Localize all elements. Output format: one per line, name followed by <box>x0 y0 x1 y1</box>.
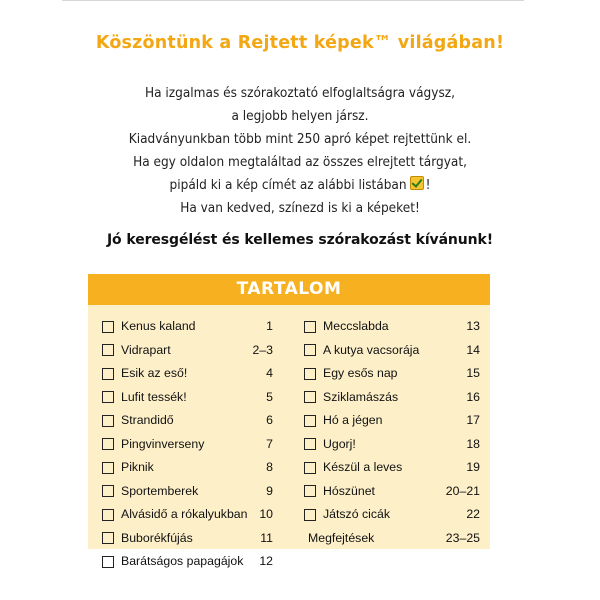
intro-line-suffix: ! <box>425 177 431 193</box>
toc-entry-title: Hószünet <box>323 483 375 498</box>
toc-entry <box>304 315 480 339</box>
toc-entry-page: 19 <box>466 460 480 474</box>
toc-checkbox[interactable] <box>102 321 114 333</box>
toc-entry <box>304 503 480 527</box>
toc-entry-title: Strandidő <box>121 413 174 427</box>
toc-entry-title: Meccslabda <box>323 319 389 333</box>
intro-line: pipáld ki a kép címét az alábbi listában <box>169 177 407 193</box>
toc-entry <box>102 362 273 386</box>
closing-wish: Jó keresgélést és kellemes szórakozást kívánunk! <box>106 232 494 248</box>
toc-checkbox[interactable] <box>102 438 114 450</box>
toc-entry-title: Esik az eső! <box>121 366 188 380</box>
toc-checkbox[interactable] <box>304 462 316 474</box>
toc-entry <box>304 480 480 504</box>
toc-checkbox[interactable] <box>102 509 114 521</box>
toc-entry <box>304 456 480 480</box>
toc-entry-title: Megfejtések <box>308 530 375 545</box>
intro-line: Kiadványunkban több mint 250 apró képet rejtettünk el. <box>128 131 472 147</box>
toc-entry-title: Készül a leves <box>323 460 403 474</box>
toc-checkbox[interactable] <box>304 415 316 427</box>
toc-entry-title: Pingvinverseny <box>121 436 205 451</box>
toc-checkbox[interactable] <box>102 532 114 544</box>
toc-checkbox[interactable] <box>102 415 114 427</box>
toc-checkbox[interactable] <box>102 485 114 497</box>
top-divider <box>62 0 524 1</box>
intro-line-with-check <box>0 174 600 197</box>
toc-entry-page: 20–21 <box>445 483 480 498</box>
toc-right-column <box>304 315 480 550</box>
toc-entry <box>304 433 480 457</box>
toc-entry <box>102 456 273 480</box>
intro-line: a legjobb helyen jársz. <box>231 108 369 124</box>
toc-entry-page: 14 <box>466 342 480 357</box>
toc-checkbox[interactable] <box>304 344 316 356</box>
toc-entry-title: Sportemberek <box>121 483 199 498</box>
toc-entry-page: 16 <box>466 389 480 404</box>
toc-entry-page: 1 <box>266 319 273 333</box>
toc-checkbox[interactable] <box>304 438 316 450</box>
toc-entry-page: 8 <box>266 460 273 474</box>
toc-entry-title: Ugorj! <box>323 436 356 451</box>
toc-entry-title: Egy esős nap <box>323 366 398 380</box>
toc-checkbox[interactable] <box>102 462 114 474</box>
toc-entry <box>304 339 480 363</box>
page-headline: Köszöntünk a Rejtett képek™ világában! <box>95 33 505 53</box>
toc-solutions-entry <box>304 527 480 551</box>
toc-entry <box>102 409 273 433</box>
toc-checkbox[interactable] <box>102 368 114 380</box>
toc-entry-page: 17 <box>466 413 480 427</box>
toc-entry <box>102 339 273 363</box>
toc-entry <box>102 480 273 504</box>
toc-entry-page: 11 <box>260 530 273 545</box>
intro-line: Ha egy oldalon megtaláltad az összes elrejtett tárgyat, <box>133 154 467 170</box>
toc-entry <box>102 433 273 457</box>
toc-entry-page: 22 <box>466 507 480 521</box>
toc-entry-title: Játszó cicák <box>323 507 390 521</box>
toc-checkbox[interactable] <box>304 485 316 497</box>
toc-entry-page: 6 <box>266 413 273 427</box>
toc-entry-page: 23–25 <box>445 530 480 545</box>
toc-entry-title: Piknik <box>121 460 154 474</box>
intro-text <box>0 82 600 220</box>
toc-entry-title: Kenus kaland <box>121 319 196 333</box>
toc-entry-page: 15 <box>466 366 480 380</box>
table-of-contents <box>88 274 490 568</box>
toc-checkbox[interactable] <box>102 344 114 356</box>
toc-checkbox[interactable] <box>102 556 114 568</box>
toc-entry-title: A kutya vacsorája <box>323 342 420 357</box>
toc-entry <box>102 527 273 551</box>
toc-title: TARTALOM <box>88 274 490 305</box>
toc-entry-page: 18 <box>466 436 480 451</box>
toc-entry-page: 10 <box>259 507 273 521</box>
toc-entry-page: 5 <box>266 389 273 404</box>
toc-entry <box>304 362 480 386</box>
toc-checkbox[interactable] <box>304 509 316 521</box>
toc-checkbox[interactable] <box>304 391 316 403</box>
toc-entry-title: Hó a jégen <box>323 413 383 427</box>
toc-entry <box>304 409 480 433</box>
checkmark-icon <box>410 176 424 190</box>
toc-entry <box>304 386 480 410</box>
toc-checkbox[interactable] <box>304 321 316 333</box>
toc-entry-title: Buborékfújás <box>121 530 193 545</box>
toc-entry-title: Lufit tessék! <box>121 389 187 404</box>
toc-entry-page: 9 <box>266 483 273 498</box>
toc-entry-page: 12 <box>259 554 273 568</box>
toc-entry <box>102 386 273 410</box>
toc-entry-page: 2–3 <box>252 342 273 357</box>
toc-entry <box>102 503 273 527</box>
intro-line: Ha van kedved, színezd is ki a képeket! <box>180 200 420 216</box>
toc-entry-title: Sziklamászás <box>323 389 399 404</box>
toc-entry-page: 7 <box>266 436 273 451</box>
toc-entry-title: Vidrapart <box>121 342 171 357</box>
toc-entry-page: 4 <box>266 366 273 380</box>
toc-entry-title: Barátságos papagájok <box>121 554 244 568</box>
toc-checkbox[interactable] <box>102 391 114 403</box>
intro-line: Ha izgalmas és szórakoztató elfoglaltságra vágysz, <box>144 85 456 101</box>
toc-entry <box>102 315 273 339</box>
toc-entry-title: Alvásidő a rókalyukban <box>121 507 248 521</box>
toc-entry-page: 13 <box>466 319 480 333</box>
toc-left-column <box>102 315 273 574</box>
toc-entry <box>102 550 273 574</box>
toc-checkbox[interactable] <box>304 368 316 380</box>
